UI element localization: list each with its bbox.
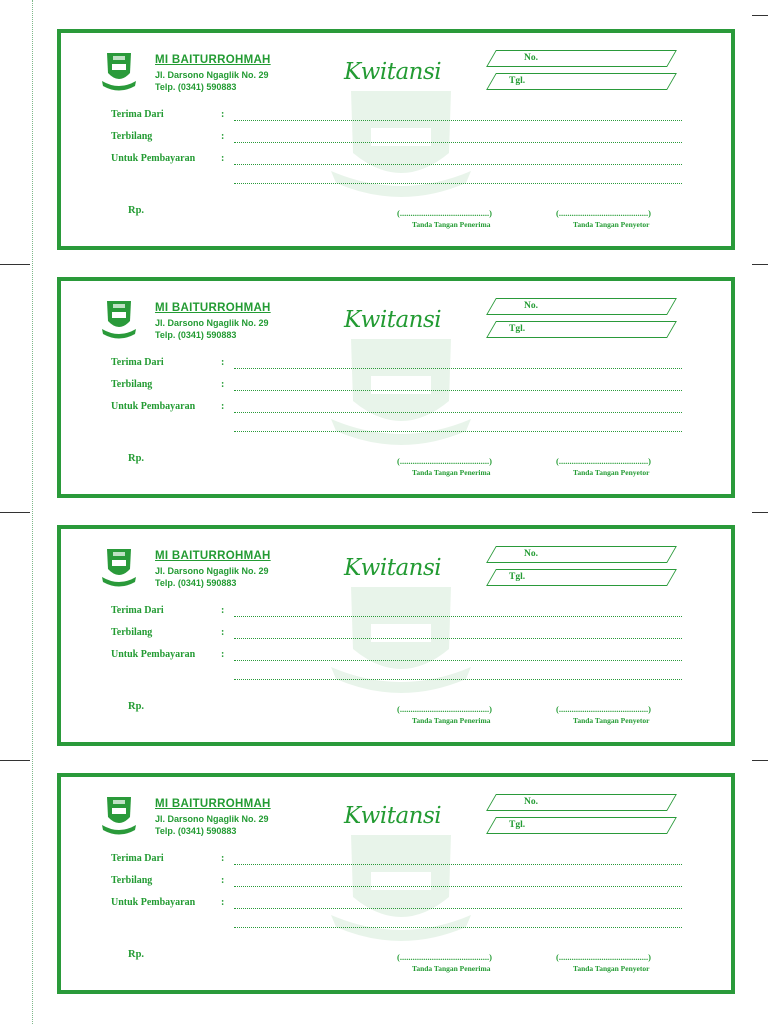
receiver-signature-line[interactable]: (..........................................) bbox=[397, 456, 492, 466]
receipt-number-label: No. bbox=[524, 549, 538, 559]
cut-mark bbox=[0, 264, 30, 265]
purpose-label: Untuk Pembayaran bbox=[111, 897, 196, 908]
receipt-date-label: Tgl. bbox=[509, 324, 526, 334]
receipt-title: Kwitansi bbox=[344, 307, 442, 333]
from-field[interactable] bbox=[234, 120, 682, 121]
from-field[interactable] bbox=[234, 616, 682, 617]
purpose-field[interactable] bbox=[234, 660, 682, 661]
receipt-title: Kwitansi bbox=[344, 59, 442, 85]
purpose-label: Untuk Pembayaran bbox=[111, 153, 196, 164]
amount-words-label: Terbilang bbox=[111, 131, 153, 142]
amount-label: Rp. bbox=[128, 701, 145, 712]
school-address: Jl. Darsono Ngaglik No. 29 bbox=[155, 70, 269, 80]
purpose-colon: : bbox=[221, 897, 225, 908]
receipt-number-field[interactable] bbox=[486, 546, 677, 563]
purpose-field[interactable] bbox=[234, 908, 682, 909]
cut-mark bbox=[752, 760, 768, 761]
purpose-label: Untuk Pembayaran bbox=[111, 401, 196, 412]
payer-signature-caption: Tanda Tangan Penyetor bbox=[573, 468, 650, 477]
receipt-number-label: No. bbox=[524, 53, 538, 63]
purpose-field-continued[interactable] bbox=[234, 927, 682, 928]
amount-words-colon: : bbox=[221, 379, 225, 390]
payer-signature-caption: Tanda Tangan Penyetor bbox=[573, 964, 650, 973]
amount-words-field[interactable] bbox=[234, 390, 682, 391]
from-label: Terima Dari bbox=[111, 357, 164, 368]
from-colon: : bbox=[221, 853, 225, 864]
amount-label: Rp. bbox=[128, 453, 145, 464]
payer-signature-line[interactable]: (..........................................) bbox=[556, 456, 651, 466]
purpose-colon: : bbox=[221, 153, 225, 164]
school-name: MI BAITURROHMAH bbox=[155, 302, 271, 314]
amount-label: Rp. bbox=[128, 949, 145, 960]
receipt-title: Kwitansi bbox=[344, 803, 442, 829]
payer-signature-caption: Tanda Tangan Penyetor bbox=[573, 220, 650, 229]
cut-mark bbox=[752, 512, 768, 513]
school-phone: Telp. (0341) 590883 bbox=[155, 578, 237, 588]
receiver-signature-line[interactable]: (..........................................) bbox=[397, 208, 492, 218]
amount-words-label: Terbilang bbox=[111, 875, 153, 886]
receipt-date-label: Tgl. bbox=[509, 820, 526, 830]
from-label: Terima Dari bbox=[111, 605, 164, 616]
receiver-signature-line[interactable]: (..........................................) bbox=[397, 704, 492, 714]
from-colon: : bbox=[221, 605, 225, 616]
receiver-signature-caption: Tanda Tangan Penerima bbox=[412, 964, 491, 973]
cut-mark bbox=[752, 15, 768, 16]
school-name: MI BAITURROHMAH bbox=[155, 54, 271, 66]
amount-words-label: Terbilang bbox=[111, 627, 153, 638]
receiver-signature-caption: Tanda Tangan Penerima bbox=[412, 220, 491, 229]
from-field[interactable] bbox=[234, 864, 682, 865]
payer-signature-line[interactable]: (..........................................) bbox=[556, 208, 651, 218]
amount-label: Rp. bbox=[128, 205, 145, 216]
from-label: Terima Dari bbox=[111, 853, 164, 864]
receiver-signature-line[interactable]: (..........................................) bbox=[397, 952, 492, 962]
perforation-line bbox=[32, 0, 33, 1024]
receipt-number-field[interactable] bbox=[486, 794, 677, 811]
purpose-field[interactable] bbox=[234, 412, 682, 413]
school-name: MI BAITURROHMAH bbox=[155, 798, 271, 810]
amount-words-field[interactable] bbox=[234, 638, 682, 639]
from-colon: : bbox=[221, 357, 225, 368]
from-field[interactable] bbox=[234, 368, 682, 369]
receipt-number-label: No. bbox=[524, 797, 538, 807]
school-emblem-icon bbox=[101, 795, 137, 835]
school-phone: Telp. (0341) 590883 bbox=[155, 82, 237, 92]
cut-mark bbox=[752, 264, 768, 265]
school-address: Jl. Darsono Ngaglik No. 29 bbox=[155, 566, 269, 576]
receiver-signature-caption: Tanda Tangan Penerima bbox=[412, 468, 491, 477]
receipt-number-field[interactable] bbox=[486, 298, 677, 315]
receipt-number-field[interactable] bbox=[486, 50, 677, 67]
purpose-field[interactable] bbox=[234, 164, 682, 165]
amount-words-colon: : bbox=[221, 131, 225, 142]
from-label: Terima Dari bbox=[111, 109, 164, 120]
school-phone: Telp. (0341) 590883 bbox=[155, 330, 237, 340]
cut-mark bbox=[0, 512, 30, 513]
purpose-field-continued[interactable] bbox=[234, 183, 682, 184]
amount-words-label: Terbilang bbox=[111, 379, 153, 390]
amount-words-field[interactable] bbox=[234, 886, 682, 887]
receipt-slip bbox=[57, 277, 735, 498]
payer-signature-line[interactable]: (..........................................) bbox=[556, 952, 651, 962]
receipt-number-label: No. bbox=[524, 301, 538, 311]
purpose-field-continued[interactable] bbox=[234, 679, 682, 680]
purpose-label: Untuk Pembayaran bbox=[111, 649, 196, 660]
purpose-field-continued[interactable] bbox=[234, 431, 682, 432]
receipt-date-label: Tgl. bbox=[509, 572, 526, 582]
school-address: Jl. Darsono Ngaglik No. 29 bbox=[155, 814, 269, 824]
school-emblem-icon bbox=[101, 547, 137, 587]
receipt-date-label: Tgl. bbox=[509, 76, 526, 86]
receipt-slip bbox=[57, 29, 735, 250]
school-phone: Telp. (0341) 590883 bbox=[155, 826, 237, 836]
purpose-colon: : bbox=[221, 649, 225, 660]
receiver-signature-caption: Tanda Tangan Penerima bbox=[412, 716, 491, 725]
payer-signature-caption: Tanda Tangan Penyetor bbox=[573, 716, 650, 725]
receipt-slip bbox=[57, 525, 735, 746]
amount-words-field[interactable] bbox=[234, 142, 682, 143]
amount-words-colon: : bbox=[221, 627, 225, 638]
school-emblem-icon bbox=[101, 299, 137, 339]
purpose-colon: : bbox=[221, 401, 225, 412]
receipt-slip bbox=[57, 773, 735, 994]
cut-mark bbox=[0, 760, 30, 761]
school-emblem-icon bbox=[101, 51, 137, 91]
amount-words-colon: : bbox=[221, 875, 225, 886]
school-address: Jl. Darsono Ngaglik No. 29 bbox=[155, 318, 269, 328]
payer-signature-line[interactable]: (..........................................) bbox=[556, 704, 651, 714]
from-colon: : bbox=[221, 109, 225, 120]
receipt-title: Kwitansi bbox=[344, 555, 442, 581]
school-name: MI BAITURROHMAH bbox=[155, 550, 271, 562]
